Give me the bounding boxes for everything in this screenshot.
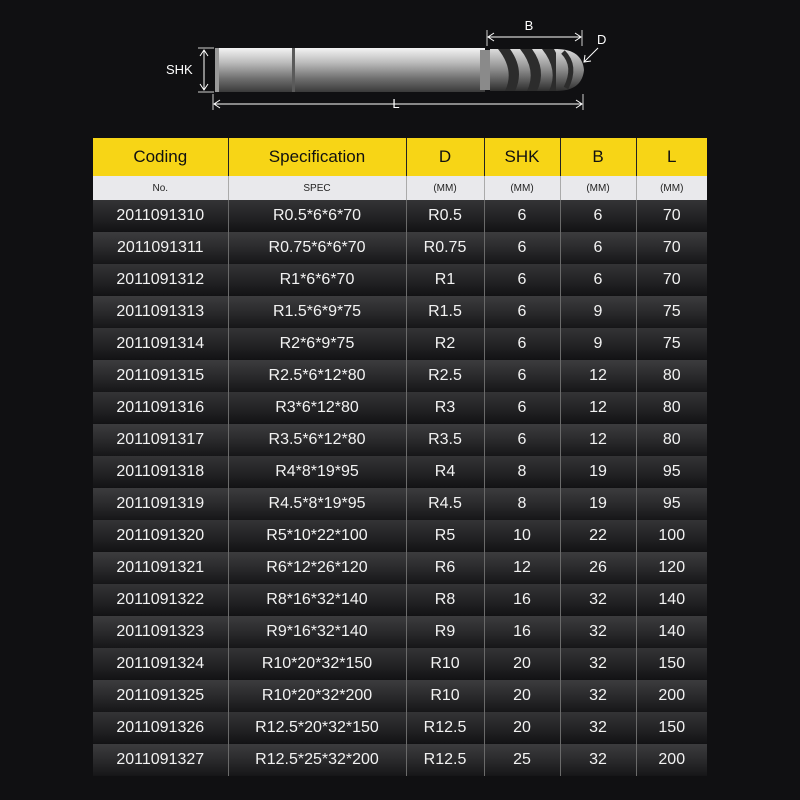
cell-l: 75 xyxy=(636,296,707,328)
cell-shk: 6 xyxy=(484,296,560,328)
cell-l: 70 xyxy=(636,200,707,232)
table-row xyxy=(93,424,707,456)
cell-coding: 2011091319 xyxy=(93,488,228,520)
cell-d: R10 xyxy=(406,680,484,712)
cell-shk: 6 xyxy=(484,424,560,456)
cell-shk: 20 xyxy=(484,712,560,744)
cell-specification: R12.5*20*32*150 xyxy=(228,712,406,744)
cell-b: 32 xyxy=(560,744,636,776)
b-label: B xyxy=(524,18,534,33)
cell-l: 95 xyxy=(636,456,707,488)
cell-d: R4.5 xyxy=(406,488,484,520)
cell-d: R1.5 xyxy=(406,296,484,328)
table-row xyxy=(93,200,707,232)
cell-shk: 6 xyxy=(484,200,560,232)
cell-shk: 6 xyxy=(484,264,560,296)
cell-shk: 25 xyxy=(484,744,560,776)
ball-end-mill-diagram xyxy=(0,0,800,130)
table-row xyxy=(93,584,707,616)
cell-b: 32 xyxy=(560,680,636,712)
cell-l: 200 xyxy=(636,680,707,712)
cell-coding: 2011091317 xyxy=(93,424,228,456)
shk-label: SHK xyxy=(166,62,193,77)
subheader-shk-unit: (MM) xyxy=(484,176,560,200)
cell-d: R3 xyxy=(406,392,484,424)
cell-shk: 6 xyxy=(484,360,560,392)
cell-specification: R12.5*25*32*200 xyxy=(228,744,406,776)
cell-b: 32 xyxy=(560,584,636,616)
header-l: L xyxy=(636,138,707,176)
cell-d: R12.5 xyxy=(406,712,484,744)
table-row xyxy=(93,648,707,680)
cell-shk: 16 xyxy=(484,584,560,616)
cell-coding: 2011091320 xyxy=(93,520,228,552)
cell-d: R4 xyxy=(406,456,484,488)
header-specification: Specification xyxy=(228,138,406,176)
subheader-l-unit: (MM) xyxy=(636,176,707,200)
cell-coding: 2011091327 xyxy=(93,744,228,776)
table-header-row xyxy=(93,138,707,176)
cell-d: R12.5 xyxy=(406,744,484,776)
cell-d: R2 xyxy=(406,328,484,360)
end-mill-flutes xyxy=(490,49,584,91)
cell-d: R2.5 xyxy=(406,360,484,392)
cell-specification: R3.5*6*12*80 xyxy=(228,424,406,456)
header-shk: SHK xyxy=(484,138,560,176)
cell-coding: 2011091324 xyxy=(93,648,228,680)
cell-specification: R10*20*32*200 xyxy=(228,680,406,712)
cell-d: R9 xyxy=(406,616,484,648)
cell-b: 32 xyxy=(560,616,636,648)
cell-coding: 2011091314 xyxy=(93,328,228,360)
cell-shk: 8 xyxy=(484,456,560,488)
cell-coding: 2011091326 xyxy=(93,712,228,744)
cell-d: R3.5 xyxy=(406,424,484,456)
cell-coding: 2011091315 xyxy=(93,360,228,392)
end-mill-shank xyxy=(215,48,492,92)
cell-b: 19 xyxy=(560,456,636,488)
cell-l: 95 xyxy=(636,488,707,520)
cell-specification: R0.5*6*6*70 xyxy=(228,200,406,232)
table-row xyxy=(93,744,707,776)
cell-b: 9 xyxy=(560,296,636,328)
table-row xyxy=(93,680,707,712)
table-row xyxy=(93,360,707,392)
cell-d: R8 xyxy=(406,584,484,616)
cell-b: 6 xyxy=(560,200,636,232)
l-dimension xyxy=(213,94,583,111)
cell-coding: 2011091321 xyxy=(93,552,228,584)
cell-d: R0.5 xyxy=(406,200,484,232)
cell-shk: 12 xyxy=(484,552,560,584)
cell-b: 19 xyxy=(560,488,636,520)
cell-l: 75 xyxy=(636,328,707,360)
table-row xyxy=(93,456,707,488)
cell-coding: 2011091322 xyxy=(93,584,228,616)
cell-l: 150 xyxy=(636,648,707,680)
cell-d: R1 xyxy=(406,264,484,296)
table-row xyxy=(93,392,707,424)
table-row xyxy=(93,616,707,648)
cell-shk: 8 xyxy=(484,488,560,520)
cell-l: 140 xyxy=(636,584,707,616)
cell-specification: R1*6*6*70 xyxy=(228,264,406,296)
cell-specification: R0.75*6*6*70 xyxy=(228,232,406,264)
cell-coding: 2011091311 xyxy=(93,232,228,264)
cell-shk: 6 xyxy=(484,392,560,424)
cell-shk: 6 xyxy=(484,328,560,360)
cell-specification: R4.5*8*19*95 xyxy=(228,488,406,520)
cell-l: 150 xyxy=(636,712,707,744)
subheader-spec: SPEC xyxy=(228,176,406,200)
cell-shk: 16 xyxy=(484,616,560,648)
cell-l: 200 xyxy=(636,744,707,776)
table-row xyxy=(93,488,707,520)
header-b: B xyxy=(560,138,636,176)
cell-specification: R1.5*6*9*75 xyxy=(228,296,406,328)
cell-shk: 10 xyxy=(484,520,560,552)
subheader-b-unit: (MM) xyxy=(560,176,636,200)
cell-coding: 2011091325 xyxy=(93,680,228,712)
cell-l: 120 xyxy=(636,552,707,584)
cell-specification: R4*8*19*95 xyxy=(228,456,406,488)
cell-b: 9 xyxy=(560,328,636,360)
cell-l: 140 xyxy=(636,616,707,648)
cell-d: R6 xyxy=(406,552,484,584)
table-row xyxy=(93,264,707,296)
b-dimension xyxy=(487,18,582,46)
cell-shk: 20 xyxy=(484,648,560,680)
cell-coding: 2011091313 xyxy=(93,296,228,328)
cell-b: 32 xyxy=(560,648,636,680)
table-row xyxy=(93,520,707,552)
header-d: D xyxy=(406,138,484,176)
d-indicator xyxy=(584,32,606,62)
cell-coding: 2011091323 xyxy=(93,616,228,648)
cell-specification: R2.5*6*12*80 xyxy=(228,360,406,392)
cell-specification: R2*6*9*75 xyxy=(228,328,406,360)
cell-specification: R6*12*26*120 xyxy=(228,552,406,584)
cell-specification: R10*20*32*150 xyxy=(228,648,406,680)
cell-d: R5 xyxy=(406,520,484,552)
cell-specification: R9*16*32*140 xyxy=(228,616,406,648)
cell-b: 32 xyxy=(560,712,636,744)
table-row xyxy=(93,328,707,360)
table-row xyxy=(93,712,707,744)
table-body xyxy=(93,200,707,776)
cell-coding: 2011091312 xyxy=(93,264,228,296)
cell-specification: R3*6*12*80 xyxy=(228,392,406,424)
cell-l: 100 xyxy=(636,520,707,552)
cell-b: 22 xyxy=(560,520,636,552)
header-coding: Coding xyxy=(93,138,228,176)
cell-l: 80 xyxy=(636,392,707,424)
cell-d: R10 xyxy=(406,648,484,680)
table-row xyxy=(93,552,707,584)
cell-l: 70 xyxy=(636,232,707,264)
cell-coding: 2011091318 xyxy=(93,456,228,488)
cell-b: 12 xyxy=(560,392,636,424)
cell-b: 12 xyxy=(560,424,636,456)
cell-coding: 2011091310 xyxy=(93,200,228,232)
cell-b: 26 xyxy=(560,552,636,584)
subheader-no: No. xyxy=(93,176,228,200)
table-subheader-row xyxy=(93,176,707,200)
cell-l: 80 xyxy=(636,360,707,392)
cell-l: 80 xyxy=(636,424,707,456)
cell-shk: 20 xyxy=(484,680,560,712)
cell-shk: 6 xyxy=(484,232,560,264)
table-row xyxy=(93,232,707,264)
cell-b: 6 xyxy=(560,264,636,296)
cell-l: 70 xyxy=(636,264,707,296)
spec-table xyxy=(93,138,707,776)
cell-specification: R8*16*32*140 xyxy=(228,584,406,616)
table-row xyxy=(93,296,707,328)
shk-dimension xyxy=(166,48,214,92)
cell-coding: 2011091316 xyxy=(93,392,228,424)
cell-b: 6 xyxy=(560,232,636,264)
l-label: L xyxy=(392,96,400,111)
d-label: D xyxy=(597,32,607,47)
cell-b: 12 xyxy=(560,360,636,392)
cell-specification: R5*10*22*100 xyxy=(228,520,406,552)
cell-d: R0.75 xyxy=(406,232,484,264)
subheader-d-unit: (MM) xyxy=(406,176,484,200)
